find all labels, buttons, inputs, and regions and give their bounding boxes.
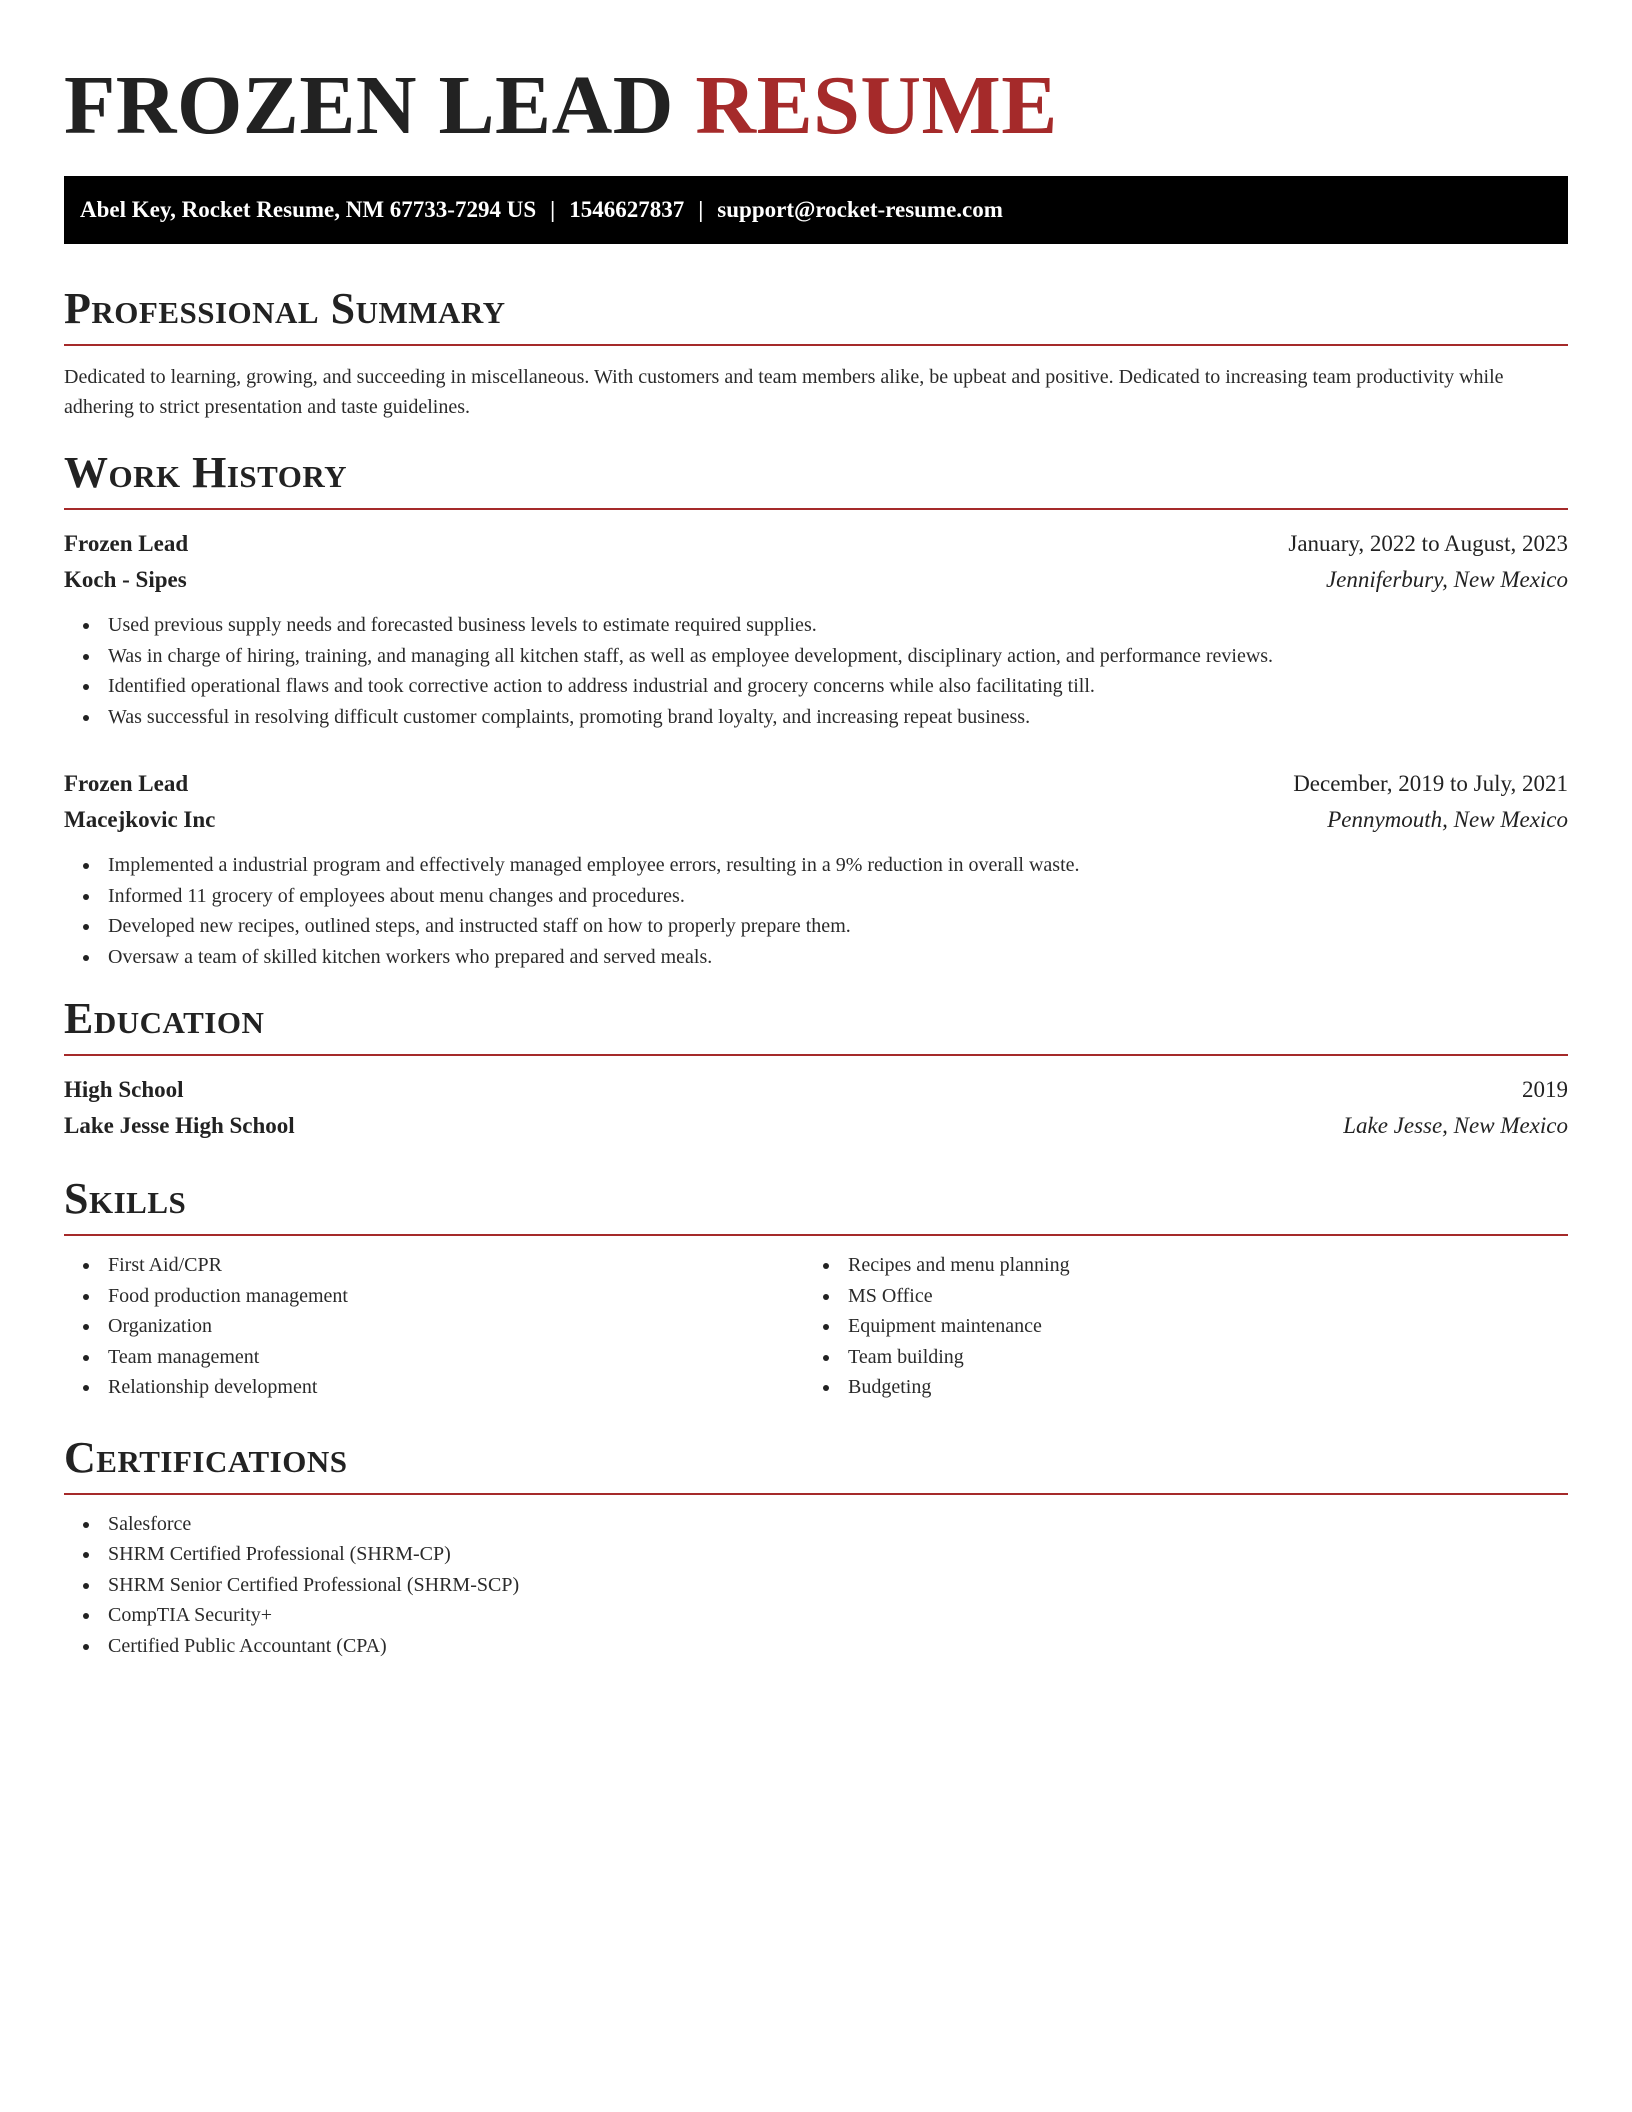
skill-item: Team building bbox=[804, 1342, 1544, 1373]
education-school: Lake Jesse High School bbox=[64, 1113, 295, 1138]
skill-item: Relationship development bbox=[64, 1372, 804, 1403]
contact-separator: | bbox=[698, 197, 704, 222]
resume-title bbox=[64, 0, 1568, 156]
job-bullet: Used previous supply needs and forecasted business levels to estimate required supplies. bbox=[64, 610, 1568, 641]
job-entry bbox=[64, 766, 1568, 972]
contact-phone: 1546627837 bbox=[569, 197, 685, 222]
education-entry bbox=[64, 1072, 1568, 1144]
skills-heading: Skills bbox=[64, 1174, 187, 1223]
job-bullet: Identified operational flaws and took corrective action to address industrial and grocery concerns while also facilitating till. bbox=[64, 671, 1568, 702]
education-section bbox=[64, 994, 1568, 1144]
summary-text: Dedicated to learning, growing, and succeeding in miscellaneous. With customers and team members alike, be upbeat and positive. Dedicated to increasing team productivity while adhering to strict presentation and taste guidelines. bbox=[64, 366, 1504, 418]
certifications-section bbox=[64, 1433, 1568, 1662]
contact-separator: | bbox=[550, 197, 556, 222]
job-bullet: Informed 11 grocery of employees about menu changes and procedures. bbox=[64, 881, 1568, 912]
job-bullet: Was successful in resolving difficult customer complaints, promoting brand loyalty, and increasing repeat business. bbox=[64, 702, 1568, 733]
job-company-row bbox=[64, 562, 1568, 598]
education-school-row bbox=[64, 1108, 1568, 1144]
contact-address: Abel Key, Rocket Resume, NM 67733-7294 US bbox=[80, 197, 537, 222]
education-location: Lake Jesse, New Mexico bbox=[1343, 1113, 1568, 1138]
skills-list-right bbox=[804, 1250, 1544, 1403]
title-accent: RESUME bbox=[695, 59, 1058, 152]
job-bullets bbox=[64, 850, 1568, 972]
resume-page bbox=[64, 0, 1568, 1661]
job-company-row bbox=[64, 802, 1568, 838]
skill-item: Team management bbox=[64, 1342, 804, 1373]
certification-item: Certified Public Accountant (CPA) bbox=[64, 1631, 1568, 1662]
skills-grid bbox=[64, 1250, 1568, 1403]
section-divider bbox=[64, 1234, 1568, 1236]
work-history-heading: Work History bbox=[64, 448, 348, 497]
job-bullet: Oversaw a team of skilled kitchen workers who prepared and served meals. bbox=[64, 942, 1568, 973]
job-dates: December, 2019 to July, 2021 bbox=[1293, 771, 1568, 796]
title-main: FROZEN LEAD bbox=[64, 59, 674, 152]
skill-item: Organization bbox=[64, 1311, 804, 1342]
skills-list-left bbox=[64, 1250, 804, 1403]
job-role: Frozen Lead bbox=[64, 531, 189, 556]
section-divider bbox=[64, 508, 1568, 510]
certification-item: SHRM Senior Certified Professional (SHRM-SCP) bbox=[64, 1570, 1568, 1601]
job-bullet: Implemented a industrial program and effectively managed employee errors, resulting in a 9% reduction in overall waste. bbox=[64, 850, 1568, 881]
section-divider bbox=[64, 1054, 1568, 1056]
skill-item: Food production management bbox=[64, 1281, 804, 1312]
contact-email[interactable]: support@rocket-resume.com bbox=[717, 197, 1003, 222]
summary-section bbox=[64, 284, 1568, 422]
job-location: Jenniferbury, New Mexico bbox=[1325, 567, 1568, 592]
certification-item: SHRM Certified Professional (SHRM-CP) bbox=[64, 1539, 1568, 1570]
skill-item: Equipment maintenance bbox=[804, 1311, 1544, 1342]
section-divider bbox=[64, 344, 1568, 346]
work-history-section bbox=[64, 448, 1568, 972]
job-header-row bbox=[64, 766, 1568, 802]
certifications-heading: Certifications bbox=[64, 1432, 348, 1482]
job-header-row bbox=[64, 526, 1568, 562]
job-entry bbox=[64, 526, 1568, 732]
education-heading: Education bbox=[64, 994, 265, 1043]
job-company: Koch - Sipes bbox=[64, 567, 187, 592]
certification-item: Salesforce bbox=[64, 1509, 1568, 1540]
job-bullet: Developed new recipes, outlined steps, and instructed staff on how to properly prepare them. bbox=[64, 911, 1568, 942]
section-divider bbox=[64, 1493, 1568, 1495]
contact-bar bbox=[64, 176, 1568, 244]
skill-item: First Aid/CPR bbox=[64, 1250, 804, 1281]
job-company: Macejkovic Inc bbox=[64, 807, 216, 832]
job-location: Pennymouth, New Mexico bbox=[1327, 807, 1568, 832]
education-year: 2019 bbox=[1522, 1077, 1568, 1102]
education-degree: High School bbox=[64, 1077, 184, 1102]
job-bullets bbox=[64, 610, 1568, 732]
job-bullet: Was in charge of hiring, training, and managing all kitchen staff, as well as employee development, disciplinary action, and performance reviews. bbox=[64, 641, 1568, 672]
skill-item: Recipes and menu planning bbox=[804, 1250, 1544, 1281]
job-role: Frozen Lead bbox=[64, 771, 189, 796]
job-dates: January, 2022 to August, 2023 bbox=[1288, 531, 1568, 556]
certification-item: CompTIA Security+ bbox=[64, 1600, 1568, 1631]
certifications-list bbox=[64, 1509, 1568, 1662]
summary-heading: Professional Summary bbox=[64, 284, 506, 333]
skill-item: Budgeting bbox=[804, 1372, 1544, 1403]
skills-section bbox=[64, 1174, 1568, 1403]
education-header-row bbox=[64, 1072, 1568, 1108]
skill-item: MS Office bbox=[804, 1281, 1544, 1312]
